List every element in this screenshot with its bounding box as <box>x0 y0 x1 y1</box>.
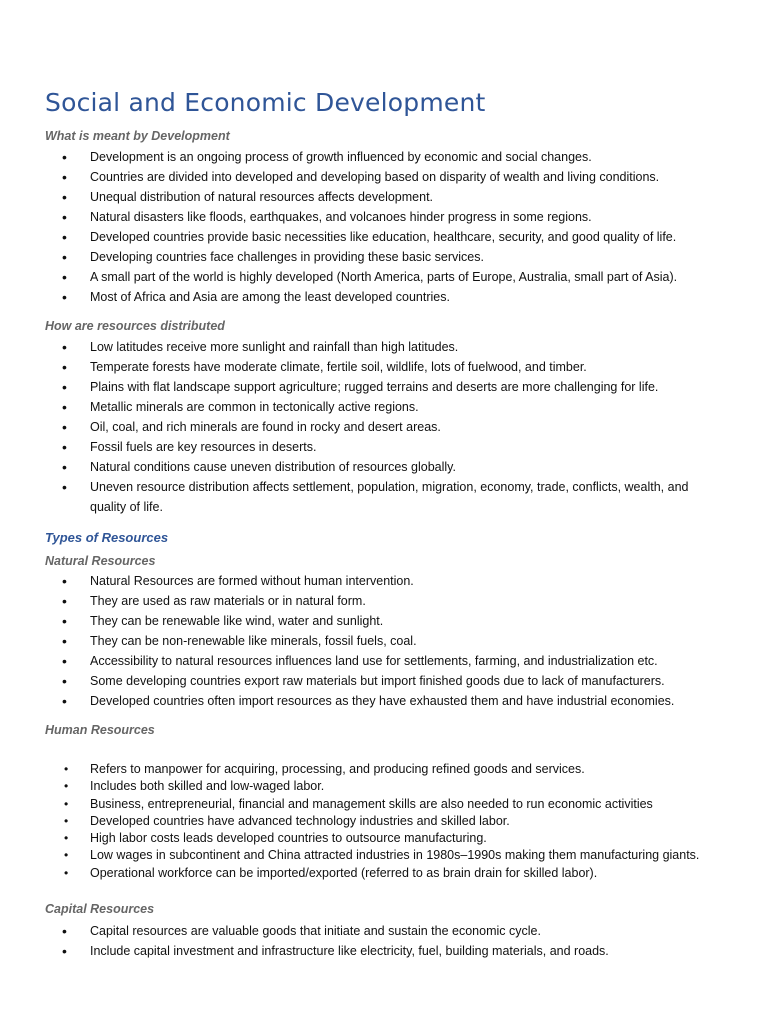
list-item: • Metallic minerals are common in tectonically active regions. <box>62 399 419 415</box>
list-item: • Includes both skilled and low-waged labor. <box>64 779 325 794</box>
list-item: • Low latitudes receive more sunlight and rainfall than high latitudes. <box>62 339 459 355</box>
list-item: • Natural disasters like floods, earthquakes, and volcanoes hinder progress in some regions. <box>62 209 592 225</box>
human-list <box>0 761 710 882</box>
list-item: • Uneven resource distribution affects settlement, population, migration, economy, trade, conflicts, wealth, and quality of life. <box>62 479 689 514</box>
list-item: • They can be non-renewable like minerals, fossil fuels, coal. <box>62 633 417 649</box>
list-item: • Low wages in subcontinent and China attracted industries in 1980s–1990s making them manufacturing giants. <box>64 848 700 863</box>
section-heading-natural: Natural Resources <box>45 554 156 568</box>
list-item: • Development is an ongoing process of growth influenced by economic and social changes. <box>62 149 592 165</box>
list-item: • They can be renewable like wind, water and sunlight. <box>62 613 384 629</box>
list-item: • Refers to manpower for acquiring, processing, and producing refined goods and services. <box>64 762 585 776</box>
list-item: • Countries are divided into developed and developing based on disparity of wealth and living conditions. <box>62 169 660 185</box>
list-item: • Unequal distribution of natural resources affects development. <box>62 189 434 205</box>
list-item: • A small part of the world is highly developed (North America, parts of Europe, Australia, small part of Asia). <box>62 269 678 285</box>
list-item: • Natural conditions cause uneven distribution of resources globally. <box>62 459 456 475</box>
list-item: • Most of Africa and Asia are among the least developed countries. <box>62 289 450 305</box>
list-item: • Temperate forests have moderate climate, fertile soil, wildlife, lots of fuelwood, and timber. <box>62 359 587 375</box>
list-item: • Developed countries often import resources as they have exhausted them and have industrial economies. <box>62 693 675 709</box>
section-heading-distribution: How are resources distributed <box>45 319 225 333</box>
list-item: • Include capital investment and infrastructure like electricity, fuel, building materials, and roads. <box>62 943 609 959</box>
list-item: • Business, entrepreneurial, financial and management skills are also needed to run economic activities <box>64 796 653 811</box>
list-item: • Developed countries provide basic necessities like education, healthcare, security, and good quality of life. <box>62 229 677 245</box>
list-item: • High labor costs leads developed countries to outsource manufacturing. <box>64 831 487 846</box>
development-list <box>0 147 710 307</box>
list-item: • They are used as raw materials or in natural form. <box>62 593 366 609</box>
list-item: • Capital resources are valuable goods that initiate and sustain the economic cycle. <box>62 923 541 939</box>
distribution-list <box>0 337 710 517</box>
list-item: • Plains with flat landscape support agriculture; rugged terrains and deserts are more challenging for life. <box>62 379 659 395</box>
list-item: • Fossil fuels are key resources in deserts. <box>62 439 317 455</box>
section-heading-human: Human Resources <box>45 723 155 737</box>
types-of-resources-heading: Types of Resources <box>45 530 169 545</box>
list-item: • Operational workforce can be imported/exported (referred to as brain drain for skilled labor). <box>64 865 598 880</box>
list-item: • Accessibility to natural resources influences land use for settlements, farming, and industrialization etc. <box>62 653 658 669</box>
section-heading-capital: Capital Resources <box>45 902 155 916</box>
list-item: • Developing countries face challenges in providing these basic services. <box>62 249 484 265</box>
page-title: Social and Economic Development <box>45 88 486 117</box>
list-item: • Oil, coal, and rich minerals are found in rocky and desert areas. <box>62 419 441 435</box>
list-item: • Some developing countries export raw materials but import finished goods due to lack of manufacturers. <box>62 673 665 689</box>
natural-list <box>0 571 710 711</box>
section-heading-development: What is meant by Development <box>45 129 230 143</box>
list-item: • Natural Resources are formed without human intervention. <box>62 573 414 589</box>
list-item: • Developed countries have advanced technology industries and skilled labor. <box>64 813 510 828</box>
capital-list <box>0 921 710 961</box>
